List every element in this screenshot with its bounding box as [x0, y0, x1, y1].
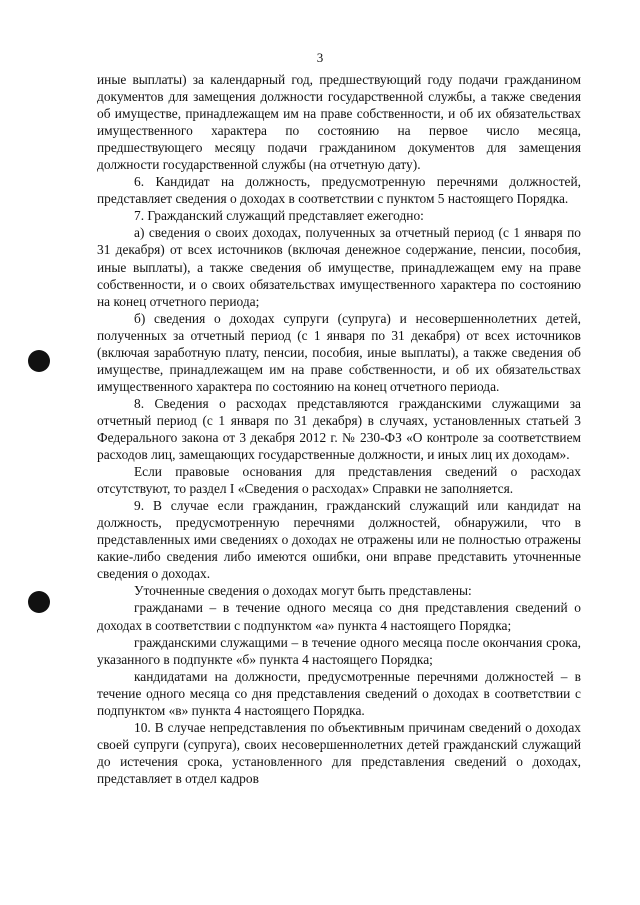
- paragraph-item-7b: б) сведения о доходах супруги (супруга) и несовершеннолетних детей, полученных за отчетный период (с 1 января по 31 декабря) от всех источников (включая заработную плату, пенсии, пособия, иные выплаты), а также сведения об имуществе, принадлежащем им на праве собственности, и об их обязательствах имущественного характера по состоянию на конец отчетного периода.: [97, 310, 581, 394]
- punch-hole-bottom: [28, 591, 50, 613]
- paragraph-item-10: 10. В случае непредставления по объективным причинам сведений о доходах своей супруги (супруга), своих несовершеннолетних детей гражданский служащий до истечения срока, установленного для представления сведений о доходах, представляет в отдел кадров: [97, 719, 581, 786]
- paragraph-item-9-servants: гражданскими служащими – в течение одного месяца после окончания срока, указанного в подпункте «б» пункта 4 настоящего Порядка;: [97, 634, 581, 667]
- paragraph-item-9-candidates: кандидатами на должности, предусмотренные перечнями должностей – в течение одного месяца со дня представления сведений о доходах в соответствии с подпунктом «в» пункта 4 настоящего Порядка.: [97, 668, 581, 718]
- paragraph-item-8: 8. Сведения о расходах представляются гражданскими служащими за отчетный период (с 1 января по 31 декабря) в случаях, установленных статьей 3 Федерального закона от 3 декабря 2012 г. № 230-ФЗ «О контроле за соответствием расходов лиц, замещающих государственные должности, и иных лиц их доходам».: [97, 395, 581, 463]
- paragraph-item-7a: а) сведения о своих доходах, полученных за отчетный период (с 1 января по 31 декабря) от всех источников (включая денежное содержание, пенсии, пособия, иные выплаты), а также сведения об имуществе, принадлежащем ему на праве собственности, и о своих обязательствах имущественного характера по состоянию на конец отчетного периода;: [97, 225, 581, 309]
- paragraph-item-9: 9. В случае если гражданин, гражданский служащий или кандидат на должность, предусмотренную перечнями должностей, обнаружили, что в представленных ими сведениях о доходах не отражены или не полностью отражены какие-либо сведения либо имеются ошибки, они вправе представить уточненные сведения о доходах.: [97, 498, 581, 582]
- paragraph-item-9-intro: Уточненные сведения о доходах могут быть представлены:: [134, 583, 472, 599]
- punch-hole-top: [28, 350, 50, 372]
- paragraph-item-8-note: Если правовые основания для представления сведений о расходах отсутствуют, то раздел I «Сведения о расходах» Справки не заполняется.: [97, 464, 581, 497]
- paragraph-item-7: 7. Гражданский служащий представляет ежегодно:: [134, 208, 424, 224]
- document-body: [97, 71, 581, 787]
- paragraph-continuation: иные выплаты) за календарный год, предшествующий году подачи гражданином документов для замещения должности государственной службы, а также сведения об имуществе, принадлежащем им на праве собственности, и об их обязательствах имущественного характера по состоянию на первое число месяца, предшествующего месяцу подачи гражданином документов для замещения должности государственной службы (на отчетную дату).: [97, 72, 581, 173]
- paragraph-item-6: 6. Кандидат на должность, предусмотренную перечнями должностей, представляет сведения о доходах в соответствии с пунктом 5 настоящего Порядка.: [97, 174, 581, 207]
- page-number: 3: [316, 50, 324, 65]
- paragraph-item-9-citizens: гражданами – в течение одного месяца со дня представления сведений о доходах в соответствии с подпунктом «а» пункта 4 настоящего Порядка;: [97, 600, 581, 633]
